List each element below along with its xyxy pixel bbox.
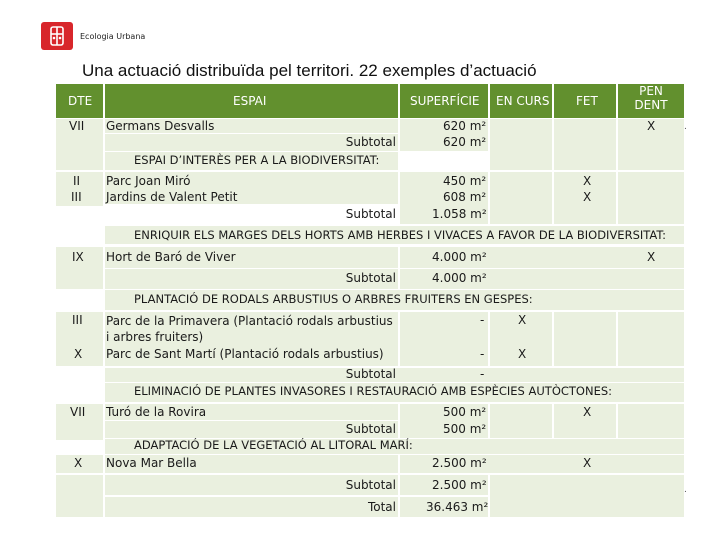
row-espai: Hort de Baró de Viver <box>106 250 236 264</box>
row-espai: Nova Mar Bella <box>106 456 197 470</box>
row-dte: III <box>71 190 82 204</box>
subtotal-value: 620 m² <box>443 135 487 149</box>
row-dte: VII <box>69 119 85 133</box>
subtotal-label: Subtotal <box>345 478 396 492</box>
row-espai: Parc Joan Miró <box>106 174 191 188</box>
row-espai: Germans Desvalls <box>106 119 215 133</box>
row-superficie: - <box>480 313 485 327</box>
row-superficie: - <box>480 347 485 361</box>
subtotal-value: 2.500 m² <box>432 478 487 492</box>
column-header-superficie: SUPERFÍCIE <box>410 94 480 108</box>
section-title: ESPAI D’INTERÈS PER A LA BIODIVERSITAT: <box>134 153 380 167</box>
subtotal-label: Subtotal <box>345 135 396 149</box>
row-fet-mark: X <box>583 405 592 419</box>
row-superficie: 608 m² <box>443 190 487 204</box>
row-en-curs-mark: X <box>518 347 527 361</box>
column-header-fet: FET <box>576 94 598 108</box>
subtotal-value: 500 m² <box>443 422 487 436</box>
subtotal-label: Subtotal <box>345 422 396 436</box>
column-header-en-curs: EN CURS <box>496 94 550 108</box>
row-espai: Parc de la Primavera (Plantació rodals arbustius i arbres fruiters) <box>106 314 393 344</box>
column-header-espai: ESPAI <box>233 94 267 108</box>
row-pendent-mark: X <box>647 119 656 133</box>
brand-name: Ecologia Urbana <box>80 32 146 41</box>
section-title: ELIMINACIÓ DE PLANTES INVASORES I RESTAURACIÓ AMB ESPÈCIES AUTÒCTONES: <box>134 384 613 398</box>
section-title: ADAPTACIÓ DE LA VEGETACIÓ AL LITORAL MARÍ: <box>134 438 413 452</box>
row-en-curs-mark: X <box>518 313 527 327</box>
row-superficie: 500 m² <box>443 405 487 419</box>
row-fet-mark: X <box>583 174 592 188</box>
row-dte: X <box>74 456 83 470</box>
subtotal-value: - <box>480 367 485 381</box>
column-header-pendent: PEN DENT <box>634 84 668 112</box>
subtotal-label: Subtotal <box>345 271 396 285</box>
row-dte: X <box>74 347 83 361</box>
row-fet-mark: X <box>583 456 592 470</box>
row-dte: VII <box>70 405 86 419</box>
dot-marker: . <box>684 122 687 132</box>
total-label: Total <box>367 500 396 514</box>
dot-marker: . <box>684 485 687 495</box>
row-superficie: 2.500 m² <box>432 456 487 470</box>
row-superficie: 4.000 m² <box>432 250 487 264</box>
row-pendent-mark: X <box>647 250 656 264</box>
subtotal-value: 4.000 m² <box>432 271 487 285</box>
row-espai: Turó de la Rovira <box>106 405 207 419</box>
subtotal-label: Subtotal <box>345 207 396 221</box>
ajuntament-logo <box>41 22 73 50</box>
section-title: PLANTACIÓ DE RODALS ARBUSTIUS O ARBRES FRUITERS EN GESPES: <box>134 292 533 306</box>
section-title: ENRIQUIR ELS MARGES DELS HORTS AMB HERBES I VIVACES A FAVOR DE LA BIODIVERSITAT: <box>134 228 666 242</box>
row-superficie: 620 m² <box>443 119 487 133</box>
column-header-dte: DTE <box>68 94 93 108</box>
row-superficie: 450 m² <box>443 174 487 188</box>
row-espai: Jardins de Valent Petit <box>106 190 238 204</box>
row-dte: III <box>72 313 83 327</box>
page-title: Una actuació distribuïda pel territori. 22 exemples d’actuació <box>82 61 537 80</box>
row-dte: II <box>73 174 81 188</box>
total-value: 36.463 m² <box>426 500 489 514</box>
row-espai: Parc de Sant Martí (Plantació rodals arbustius) <box>106 347 384 361</box>
subtotal-value: 1.058 m² <box>432 207 487 221</box>
subtotal-label: Subtotal <box>345 367 396 381</box>
row-fet-mark: X <box>583 190 592 204</box>
row-dte: IX <box>72 250 84 264</box>
